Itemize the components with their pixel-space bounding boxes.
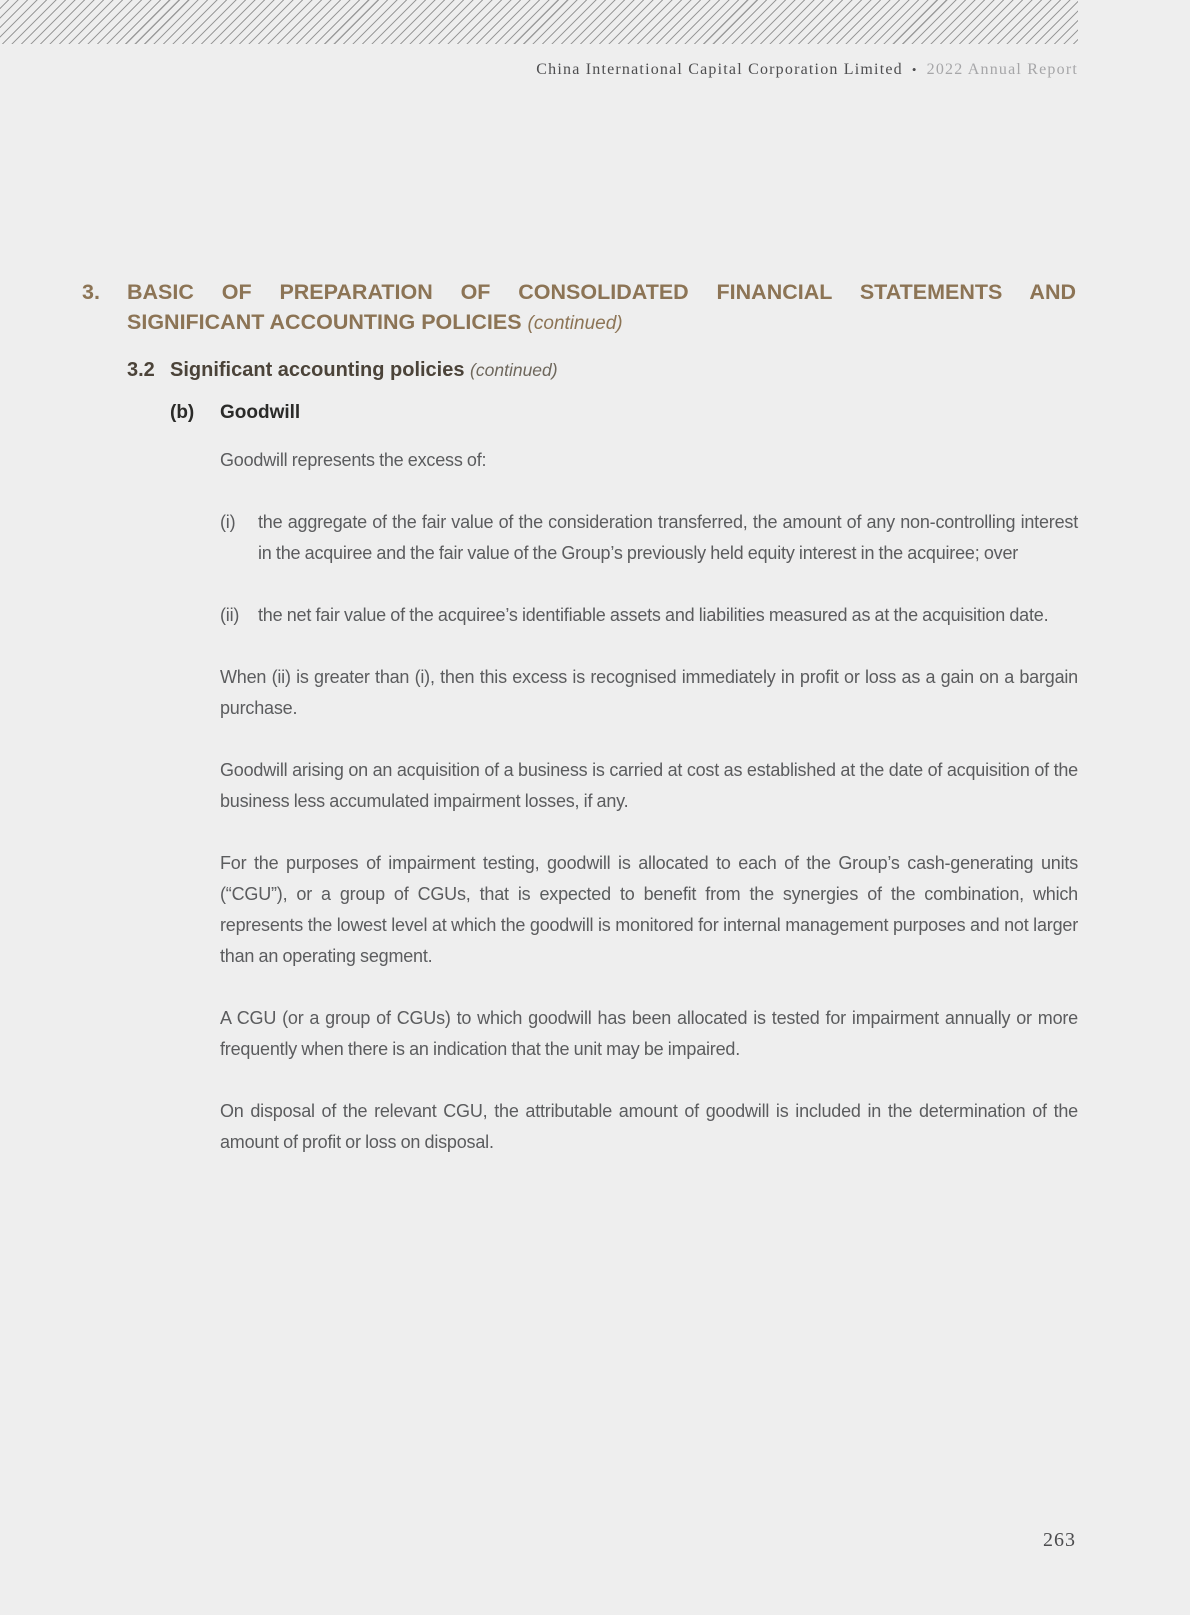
decorative-hatch-band bbox=[0, 0, 1078, 44]
section-title-line2: SIGNIFICANT ACCOUNTING POLICIES (continued) bbox=[127, 310, 623, 334]
bullet-separator: • bbox=[911, 62, 918, 77]
continued-label: (continued) bbox=[470, 360, 558, 380]
list-text: the net fair value of the acquiree’s identifiable assets and liabilities measured as at the acquisition date. bbox=[258, 605, 1049, 625]
item-marker: (b) bbox=[170, 402, 195, 423]
item-heading bbox=[170, 401, 1076, 425]
continued-label: (continued) bbox=[527, 313, 623, 334]
list-text: the aggregate of the fair value of the consideration transferred, the amount of any non-controlling interest in the acquiree and the fair value of the Group’s previously held equity interest in the acquiree; over bbox=[258, 512, 1078, 563]
paragraph: On disposal of the relevant CGU, the attributable amount of goodwill is included in the determination of the amount of profit or loss on disposal. bbox=[220, 1101, 1078, 1152]
subsection-heading bbox=[127, 357, 1076, 383]
item-title: Goodwill bbox=[220, 402, 301, 423]
section-number: 3. bbox=[82, 280, 100, 304]
list-marker: (i) bbox=[220, 512, 236, 532]
paragraph: Goodwill arising on an acquisition of a business is carried at cost as established at the date of acquisition of the business less accumulated impairment losses, if any. bbox=[220, 760, 1078, 811]
section-heading bbox=[82, 277, 1076, 339]
subsection-number: 3.2 bbox=[127, 359, 155, 381]
list-item bbox=[220, 507, 1078, 569]
page-number: 263 bbox=[1043, 1529, 1076, 1551]
paragraph: For the purposes of impairment testing, goodwill is allocated to each of the Group’s cash-generating units (“CGU”), or a group of CGUs, that is expected to benefit from the synergies of the combination, which represents the lowest level at which the goodwill is monitored for internal management purposes and not larger than an operating segment. bbox=[220, 853, 1078, 966]
subsection-title: Significant accounting policies (continued) bbox=[170, 359, 558, 381]
page-header bbox=[536, 61, 1078, 79]
list-item bbox=[220, 600, 1078, 631]
report-title: 2022 Annual Report bbox=[926, 61, 1078, 78]
body-content bbox=[220, 445, 1078, 1189]
section-title-line1: BASIC OF PREPARATION OF CONSOLIDATED FINANCIAL STATEMENTS AND bbox=[127, 280, 1076, 304]
list-marker: (ii) bbox=[220, 605, 240, 625]
company-name: China International Capital Corporation Limited bbox=[536, 61, 903, 78]
paragraph: A CGU (or a group of CGUs) to which goodwill has been allocated is tested for impairment annually or more frequently when there is an indication that the unit may be impaired. bbox=[220, 1008, 1078, 1059]
paragraph-intro: Goodwill represents the excess of: bbox=[220, 450, 487, 470]
section-title bbox=[127, 277, 1076, 339]
paragraph: When (ii) is greater than (i), then this excess is recognised immediately in profit or loss as a gain on a bargain purchase. bbox=[220, 667, 1078, 718]
